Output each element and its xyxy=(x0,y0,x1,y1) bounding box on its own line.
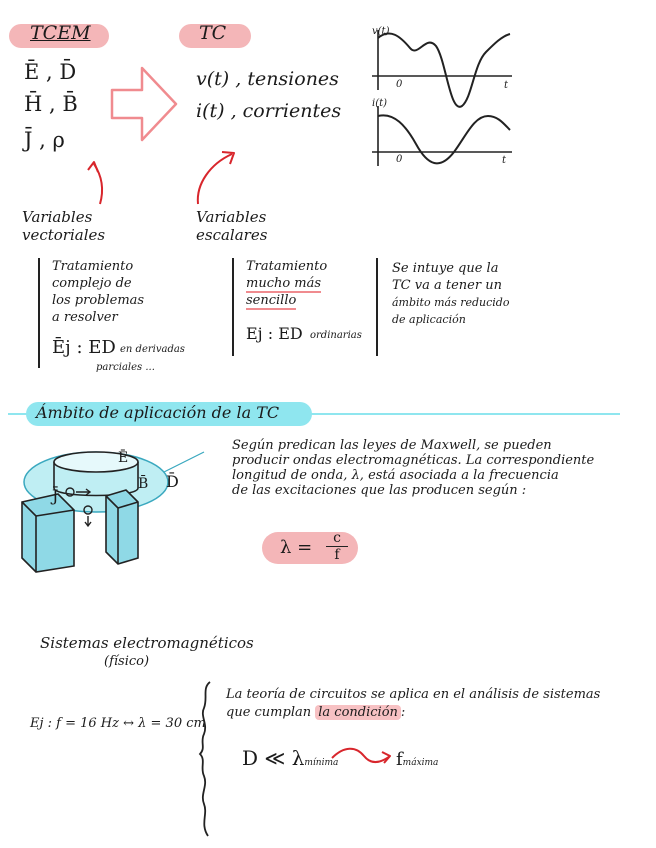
treatment-line: complejo de xyxy=(52,276,132,291)
condition-lhs-sub: mínima xyxy=(304,758,339,768)
systems-subtitle: (físico) xyxy=(104,654,150,669)
tcem-title: TCEM xyxy=(30,22,91,44)
paragraph-text: que cumplan xyxy=(226,705,312,720)
treatment-line: a resolver xyxy=(52,310,118,325)
tc-example-eq: Ej : ED xyxy=(246,324,303,343)
condition-rhs xyxy=(396,746,438,777)
condition-rhs-text: f xyxy=(396,749,403,770)
divider-line xyxy=(38,258,40,368)
treatment-line: Tratamiento xyxy=(246,259,328,274)
tcem-example-note: en derivadas xyxy=(120,344,185,355)
voltage-axis-label: v(t) xyxy=(372,26,390,37)
treatment-line: Tratamiento xyxy=(52,259,134,274)
formula-lhs: λ = xyxy=(280,537,313,558)
treatment-line xyxy=(246,292,327,309)
highlighted-text: sencillo xyxy=(246,293,297,308)
tcem-caption xyxy=(22,208,105,244)
origin-label: 0 xyxy=(396,154,403,165)
paragraph-line: de las excitaciones que las producen según : xyxy=(232,483,527,498)
tcem-var-row: H̄ , B̄ xyxy=(24,92,78,116)
tc-example-note: ordinarias xyxy=(310,330,362,341)
electromagnetic-figure xyxy=(14,432,214,582)
tc-caption xyxy=(196,208,267,244)
maxwell-paragraph xyxy=(232,438,594,498)
systems-title: Sistemas electromagnéticos xyxy=(40,634,254,652)
caption-line: Variables xyxy=(196,208,267,226)
field-label-b: B̄ xyxy=(138,476,149,492)
condition-lhs-text: D ≪ λ xyxy=(242,746,305,770)
curly-brace-icon xyxy=(196,680,216,840)
example-text: Ej : f = 16 Hz ↔ λ = 30 cm xyxy=(30,716,206,731)
treatment-line xyxy=(246,275,327,292)
tcem-vars xyxy=(24,58,78,154)
field-label-d: D̄ xyxy=(166,472,179,491)
red-arrow-icon xyxy=(330,742,394,772)
intuition-note xyxy=(392,260,509,328)
circuit-paragraph xyxy=(226,686,600,722)
paragraph-line xyxy=(226,704,600,722)
tcem-var-row: Ē , D̄ xyxy=(24,60,77,84)
formula-numerator: c xyxy=(326,531,348,547)
caption-line: Variables xyxy=(22,208,93,226)
condition-lhs xyxy=(242,744,338,777)
tc-title: TC xyxy=(199,22,227,44)
caption-line: escalares xyxy=(196,226,268,244)
highlighted-text: mucho más xyxy=(246,276,322,291)
condition-highlight: la condición xyxy=(315,705,401,720)
divider-line xyxy=(376,258,378,356)
voltage-plot xyxy=(370,24,520,174)
intuition-line: Se intuye que la xyxy=(392,261,499,276)
tcem-example-note: parciales ... xyxy=(96,362,155,373)
formula-denominator: f xyxy=(334,547,340,563)
hollow-arrow-icon xyxy=(110,64,180,144)
field-label-j: J̄ xyxy=(52,486,59,505)
section-title: Ámbito de aplicación de la TC xyxy=(36,403,280,422)
time-axis-label: t xyxy=(502,155,507,166)
origin-label: 0 xyxy=(396,79,403,90)
field-label-e: Ē xyxy=(118,450,129,466)
intuition-line: ámbito más reducido xyxy=(392,296,510,309)
intuition-line: TC va a tener un xyxy=(392,278,502,293)
caption-line: vectoriales xyxy=(22,226,106,244)
paragraph-text: : xyxy=(400,705,406,720)
tcem-treatment xyxy=(52,258,144,326)
tcem-var-row: J̄ , ρ xyxy=(24,128,65,152)
paragraph-line: producir ondas electromagnéticas. La correspondiente xyxy=(232,453,595,468)
formula-fraction xyxy=(326,531,348,563)
paragraph-line: Según predican las leyes de Maxwell, se pueden xyxy=(232,438,552,453)
paragraph-line: longitud de onda, λ, está asociada a la frecuencia xyxy=(232,468,559,483)
paragraph-line: La teoría de circuitos se aplica en el análisis de sistemas xyxy=(226,687,601,702)
tcem-example-eq: Ēj : ED xyxy=(52,337,116,358)
intuition-line: de aplicación xyxy=(392,313,466,326)
red-arrow-icon xyxy=(192,148,242,208)
tc-voltage-line: v(t) , tensiones xyxy=(196,68,339,90)
condition-rhs-sub: máxima xyxy=(402,758,439,768)
tc-treatment xyxy=(246,258,327,309)
red-arrow-icon xyxy=(80,158,110,208)
tc-current-line: i(t) , corrientes xyxy=(196,100,342,122)
time-axis-label: t xyxy=(504,80,509,91)
divider-line xyxy=(232,258,234,356)
current-axis-label: i(t) xyxy=(372,98,388,109)
treatment-line: los problemas xyxy=(52,293,145,308)
